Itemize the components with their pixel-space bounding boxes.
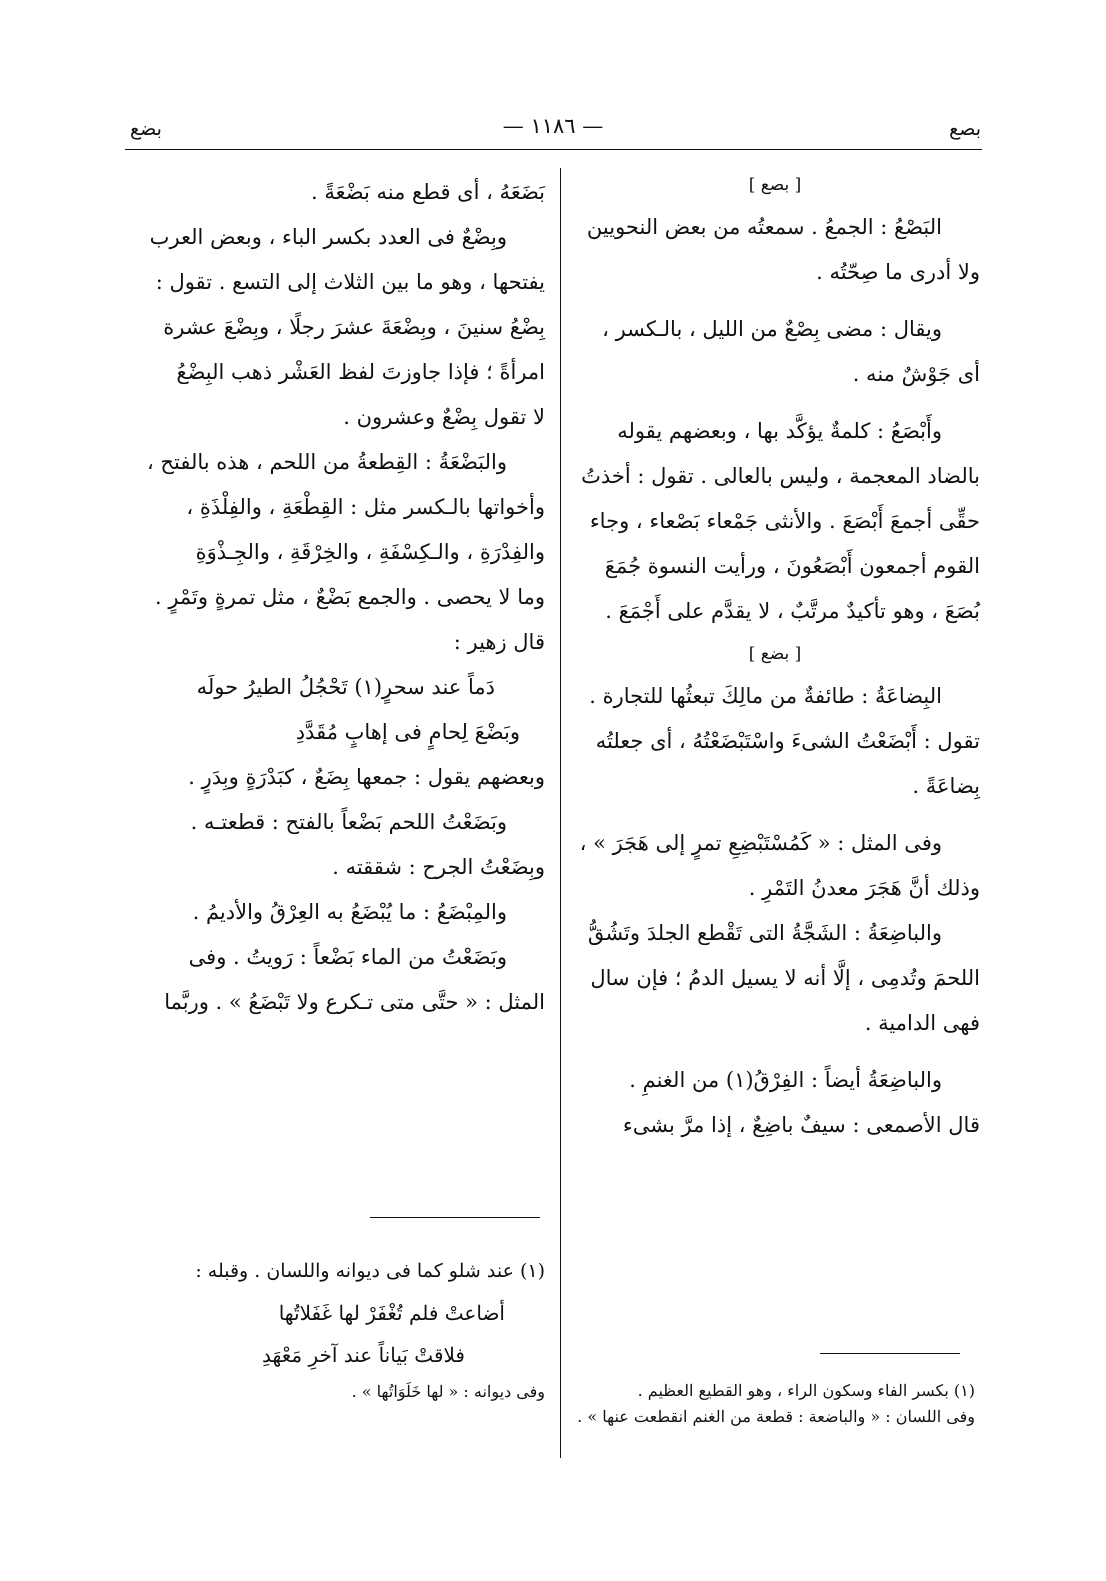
- entry-heading: [ بصع ]: [748, 175, 802, 195]
- left-column: [125, 170, 545, 1025]
- text-line: والبَضْعَةُ : القِطعةُ من اللحم ، هذه بالفتح ،: [146, 450, 507, 474]
- text-line: وبَضَعْتُ من الماء بَضْعاً : رَويتُ . وفى: [188, 945, 507, 969]
- text-line: بُصَعَ ، وهو تأكيدٌ مرتَّبٌ ، لا يقدَّم على أَجْمَعَ .: [605, 599, 980, 623]
- footnote-line: وفى اللسان : « والباضعة : قطعة من الغنم انقطعت عنها » .: [577, 1407, 975, 1426]
- entry-heading: [ بضع ]: [748, 644, 802, 664]
- text-line: ويقال : مضى بِصْعٌ من الليل ، بالـكسر ،: [602, 317, 942, 341]
- text-line: دَماً عند سحرٍ(١) تَحْجُلُ الطيرُ حولَه: [196, 675, 495, 699]
- text-line: المثل : « حتَّى متى تـكرع ولا تَبْضَعُ » . وربَّما: [164, 990, 545, 1014]
- column-divider: [560, 168, 561, 1458]
- footnote-line: (١) بكسر الفاء وسكون الراء ، وهو القطيع العظيم .: [637, 1381, 975, 1400]
- header-rule: [125, 149, 982, 150]
- text-line: وبَضَعْتُ اللحم بَضْعاً بالفتح : قطعتـه .: [190, 810, 507, 834]
- header-entry-word-right: بصع: [949, 118, 981, 140]
- text-line: وبِضَعْتُ الجرح : شققته .: [332, 855, 545, 879]
- page-number: — ١١٨٦ —: [502, 114, 604, 138]
- text-line: ولا أدرى ما صِحّتُه .: [816, 260, 980, 284]
- text-line: والفِدْرَةِ ، والـكِسْفَةِ ، والخِرْقَةِ ، والجِـذْوَةِ: [195, 540, 545, 564]
- text-line: بَضَعَهُ ، أى قطع منه بَضْعَةً .: [311, 180, 545, 204]
- text-line: بِضاعَةً .: [912, 774, 980, 798]
- text-line: بِضْعُ سنينَ ، وبِضْعَةَ عشرَ رجلًا ، وبِضْعَ عشرة: [163, 315, 545, 339]
- text-line: بالضاد المعجمة ، وليس بالعالى . تقول : أخذتُ: [581, 464, 980, 488]
- text-line: والباضِعَةُ : الشَجَّةُ التى تَقْطع الجلدَ وتَشُقُّ: [587, 921, 942, 945]
- text-line: أى جَوْشٌ منه .: [852, 362, 980, 386]
- footnote-line: وفى ديوانه : « لها خَلَوَاتُها » .: [351, 1382, 545, 1401]
- footnote-rule-left: [370, 1217, 540, 1218]
- text-line: والمِبْضَعُ : ما يُبْضَعُ به العِرْقُ والأديمُ .: [192, 900, 507, 924]
- text-line: وبِضْعٌ فى العدد بكسر الباء ، وبعض العرب: [149, 225, 507, 249]
- text-line: وذلك أنَّ هَجَرَ معدنُ التَمْرِ .: [748, 876, 980, 900]
- paragraph-gap: [570, 295, 980, 307]
- footnotes-right: [570, 1378, 975, 1430]
- text-line: قال الأصمعى : سيفٌ باضِعٌ ، إذا مرَّ بشىء: [622, 1113, 980, 1137]
- text-line: القوم أجمعون أَبْصَعُونَ ، ورأيت النسوة جُمَعَ: [604, 554, 980, 578]
- text-line: حقِّى أجمعَ أَبْصَعَ . والأنثى جَمْعاء بَصْعاء ، وجاء: [589, 509, 980, 533]
- text-line: اللحمَ وتُدمِى ، إلَّا أنه لا يسيل الدمُ ؛ فإن سال: [590, 966, 980, 990]
- text-line: وما لا يحصى . والجمع بَضْعٌ ، مثل تمرةٍ وتَمْرٍ .: [154, 585, 545, 609]
- text-line: وبَضْعَ لِحامٍ فى إهابٍ مُقَدَّدِ: [295, 720, 520, 744]
- footnote-rule-right: [820, 1353, 960, 1354]
- footnote-line: (١) عند شلو كما فى ديوانه واللسان . وقبله :: [195, 1260, 545, 1282]
- paragraph-gap: [570, 809, 980, 821]
- footnote-line: أضاعتْ فلم تُغْفَرْ لها غَفَلاتُها: [278, 1301, 505, 1325]
- paragraph-gap: [570, 1046, 980, 1058]
- text-line: وبعضهم يقول : جمعها بِضَعٌ ، كبَدْرَةٍ وبِدَرٍ .: [188, 765, 545, 789]
- footnotes-left: [125, 1250, 545, 1408]
- text-line: والباضِعَةُ أيضاً : الفِرْقُ(١) من الغنمِ .: [629, 1068, 942, 1092]
- text-line: وأخواتها بالـكسر مثل : القِطْعَةِ ، والفِلْذَةِ ،: [186, 495, 545, 519]
- text-line: البِضاعَةُ : طائفةٌ من مالِكَ تبعثُها للتجارة .: [589, 684, 942, 708]
- text-line: امرأةً ؛ فإذا جاوزتَ لفظ العَشْر ذهب البِضْعُ: [176, 360, 545, 384]
- footnote-line: فلاقتْ بَياناً عند آخرِ مَعْهَدِ: [262, 1343, 465, 1367]
- paragraph-gap: [570, 397, 980, 409]
- header-entry-word-left: بضع: [130, 118, 162, 140]
- text-line: لا تقول بِضْعٌ وعشرون .: [343, 405, 545, 429]
- text-line: البَصْعُ : الجمعُ . سمعتُه من بعض النحويين: [586, 215, 942, 239]
- text-line: وفى المثل : « كَمُسْتَبْضِعِ تمرٍ إلى هَجَرَ » ،: [579, 831, 942, 855]
- text-line: تقول : أَبْضَعْتُ الشىءَ واسْتَبْضَعْتُهُ ، أى جعلتُه: [595, 729, 980, 753]
- text-line: قال زهير :: [453, 630, 545, 654]
- text-line: فهى الدامية .: [864, 1011, 980, 1035]
- text-line: يفتحها ، وهو ما بين الثلاث إلى التسع . تقول :: [155, 270, 545, 294]
- right-column: [570, 165, 980, 1148]
- text-line: وأَبْصَعُ : كلمةٌ يؤكَّد بها ، وبعضهم يقوله: [617, 419, 942, 443]
